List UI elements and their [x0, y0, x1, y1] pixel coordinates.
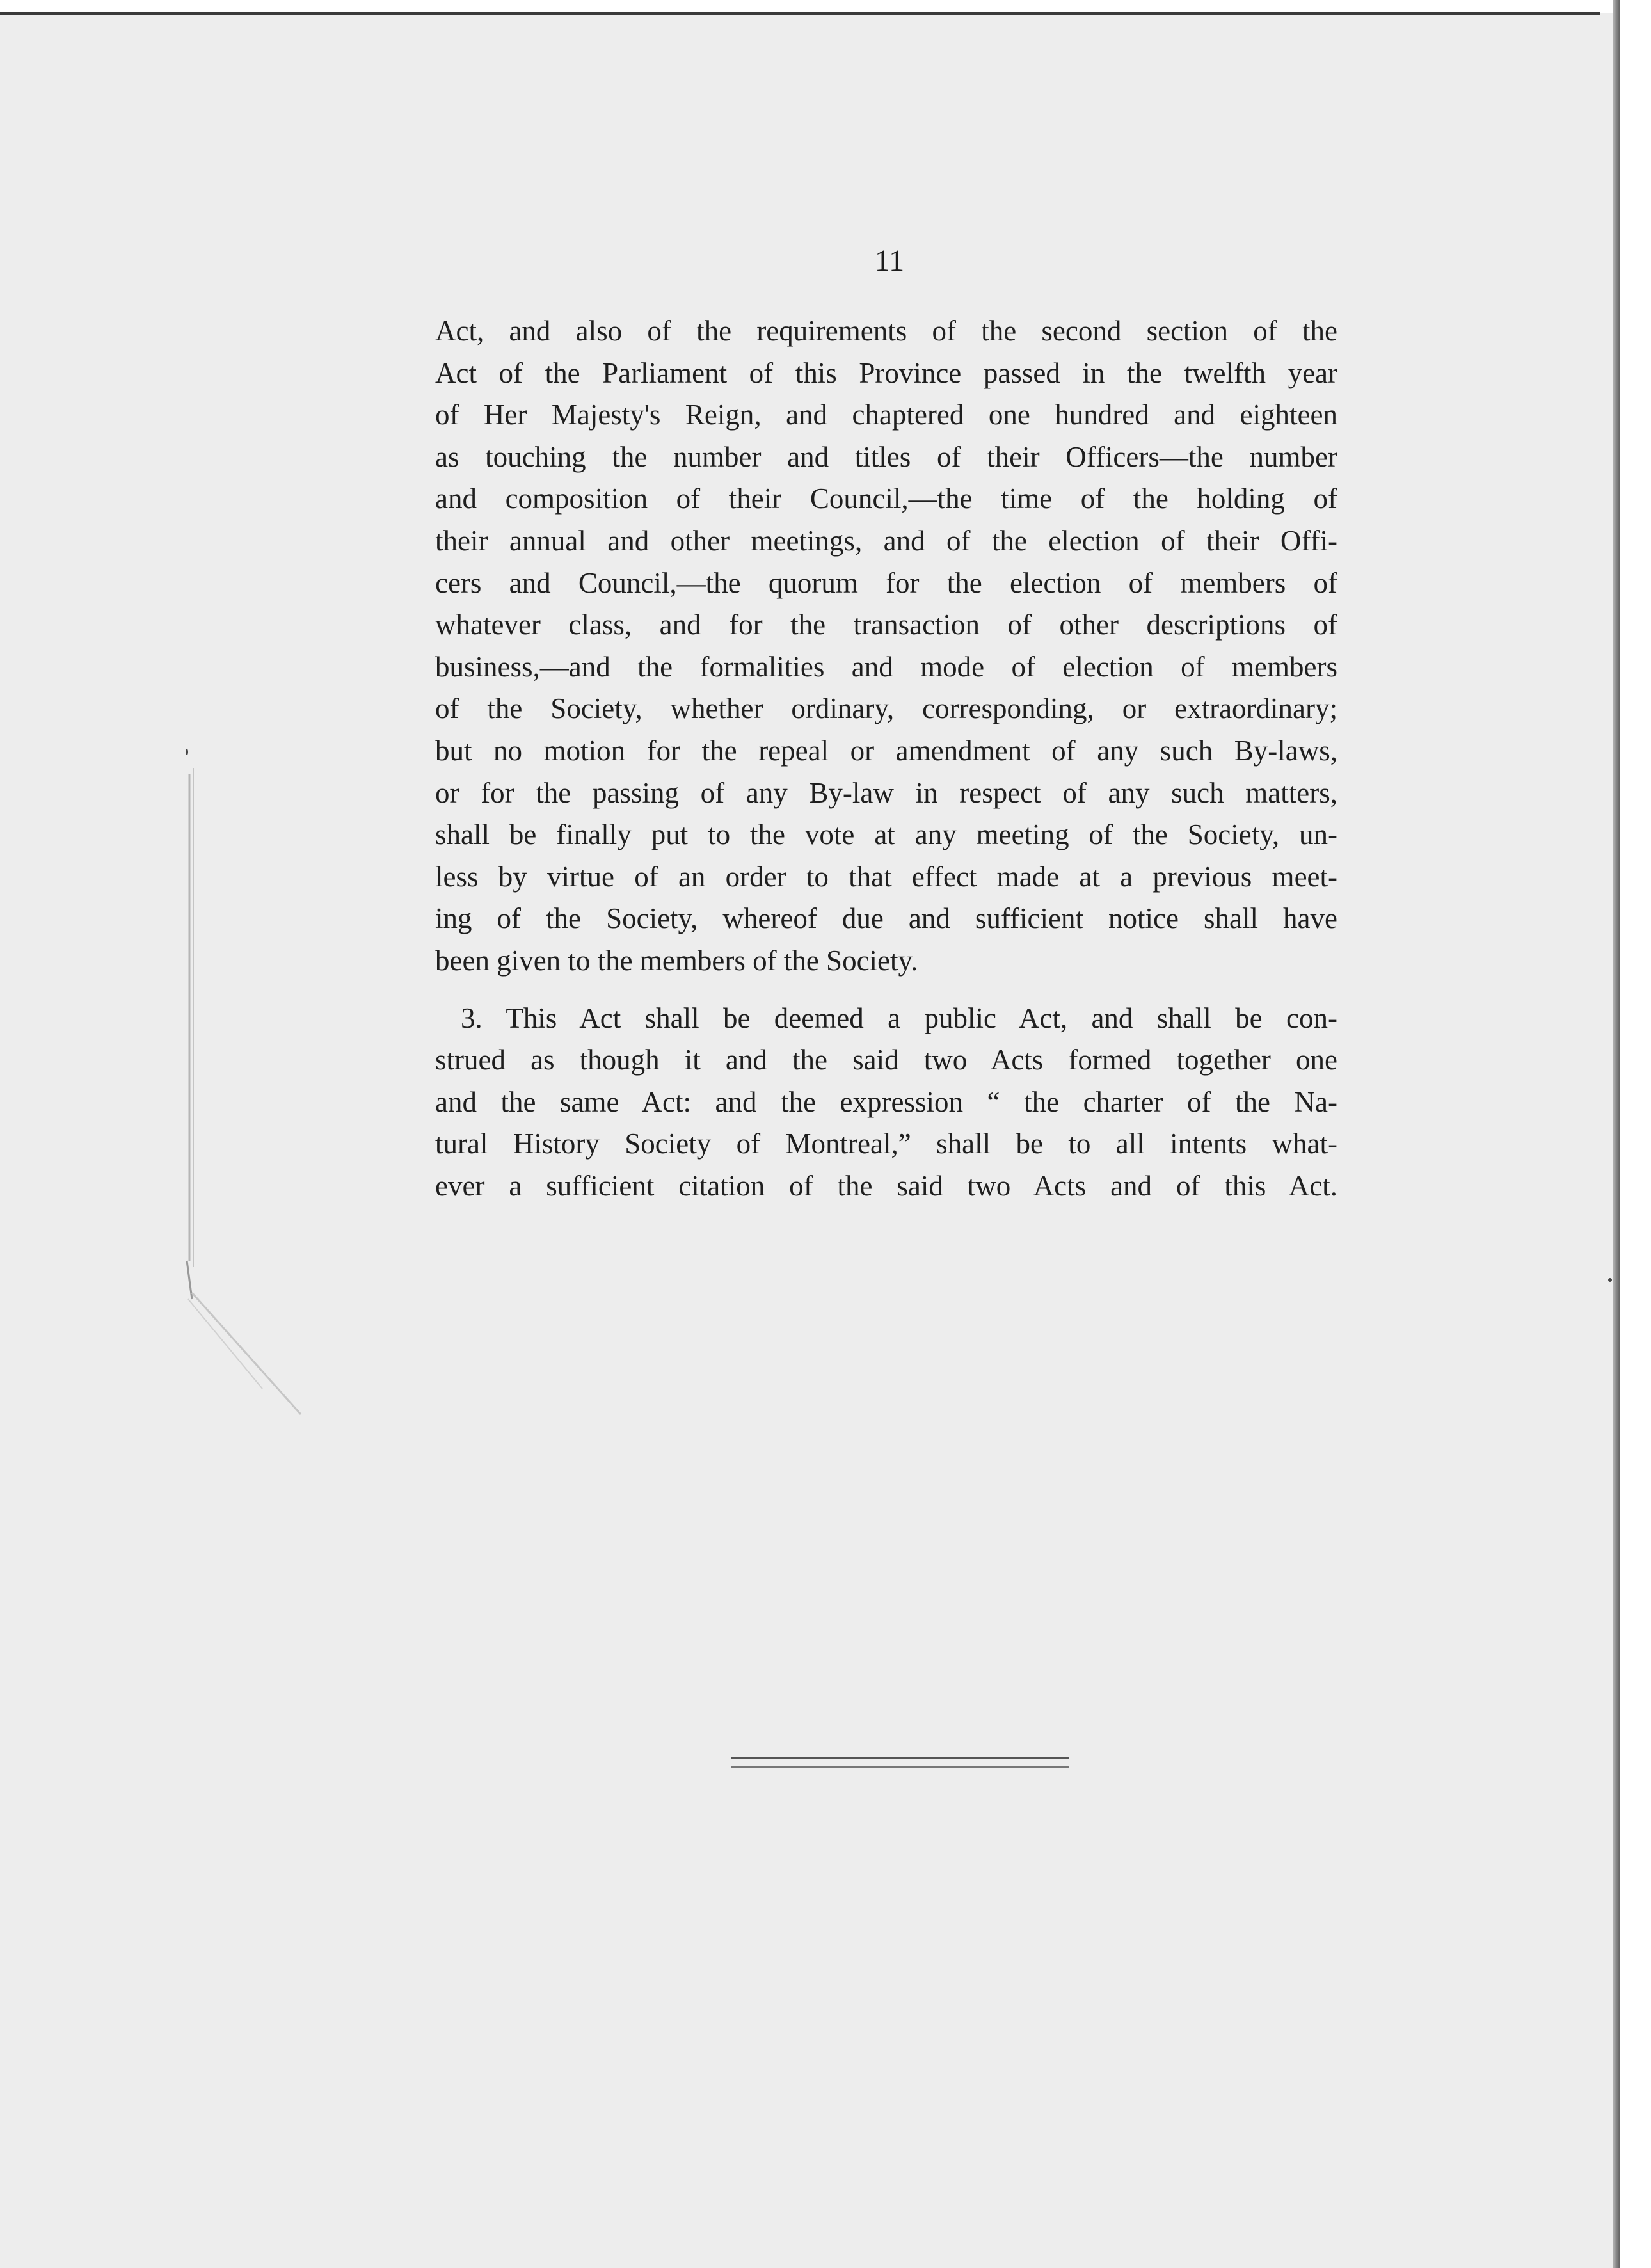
paragraph-2 — [435, 998, 1337, 1208]
text-line: been given to the members of the Society. — [435, 944, 918, 977]
text-line: ing of the Society, whereof due and sufficient notice shall have — [435, 902, 1337, 935]
text-line: of the Society, whether ordinary, corresponding, or extraordinary; — [435, 692, 1337, 725]
text-line: strued as though it and the said two Acts formed together one — [435, 1044, 1337, 1076]
text-line: Act, and also of the requirements of the second section of the — [435, 315, 1337, 347]
closing-rule-bottom — [731, 1766, 1069, 1768]
paragraph-gap — [435, 982, 1337, 998]
scan-speck — [186, 749, 188, 755]
binding-thread-tail — [186, 1280, 314, 1421]
text-line: whatever class, and for the transaction of other descriptions of — [435, 609, 1337, 641]
scan-speck — [1608, 1278, 1612, 1282]
text-line: tural History Society of Montreal,” shall be to all intents what- — [435, 1128, 1337, 1160]
text-line: as touching the number and titles of their Officers—the number — [435, 440, 1337, 473]
text-line: cers and Council,—the quorum for the election of members of — [435, 566, 1337, 599]
text-line: and the same Act: and the expression “ the charter of the Na- — [435, 1085, 1337, 1118]
text-line: and composition of their Council,—the time of the holding of — [435, 483, 1337, 515]
text-line: or for the passing of any By-law in respect of any such matters, — [435, 776, 1337, 809]
text-line: Act of the Parliament of this Province passed in the twelfth year — [435, 356, 1337, 389]
text-line: of Her Majesty's Reign, and chaptered one hundred and eighteen — [435, 399, 1337, 431]
text-line: ever a sufficient citation of the said two Acts and of this Act. — [435, 1169, 1337, 1202]
closing-rule-top — [731, 1757, 1069, 1759]
text-line: business,—and the formalities and mode of election of members — [435, 650, 1337, 683]
scan-top-margin — [0, 0, 1651, 13]
scan-right-margin — [1620, 0, 1651, 2268]
text-line: shall be finally put to the vote at any meeting of the Society, un- — [435, 819, 1337, 851]
page-number: 11 — [874, 244, 905, 278]
text-line: less by virtue of an order to that effect made at a previous meet- — [435, 860, 1337, 893]
text-line: 3. This Act shall be deemed a public Act, and shall be con- — [461, 1002, 1337, 1034]
scan-top-edge-line — [0, 12, 1600, 15]
scan-right-edge-shadow — [1613, 0, 1620, 2268]
text-line: but no motion for the repeal or amendment of any such By-laws, — [435, 734, 1337, 767]
paragraph-1 — [435, 310, 1337, 982]
body-text — [435, 310, 1337, 1207]
binding-thread-mark — [180, 762, 206, 1312]
text-line: their annual and other meetings, and of the election of their Offi- — [435, 524, 1337, 557]
